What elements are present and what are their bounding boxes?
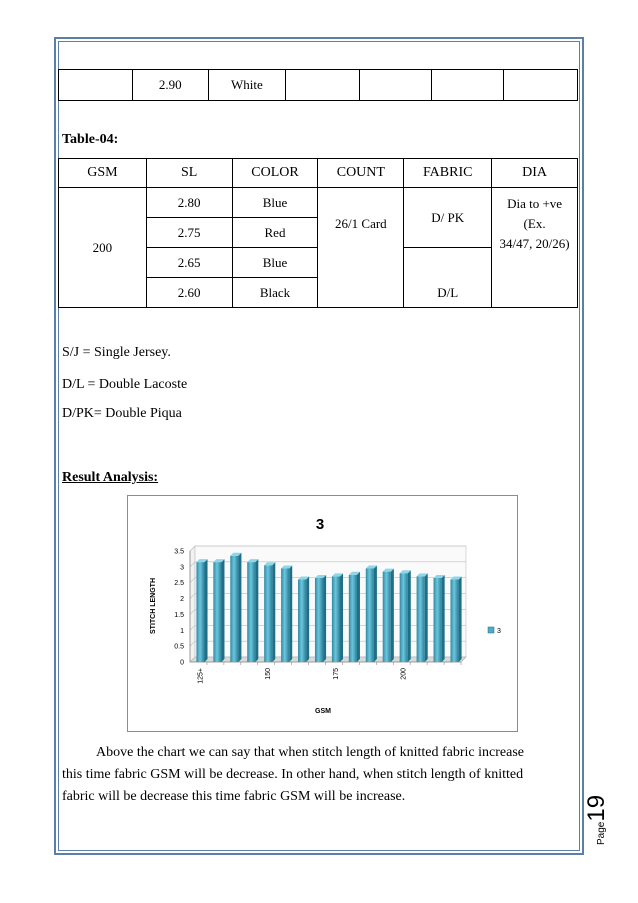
y-tick-label: 3 <box>180 564 184 572</box>
table-cell <box>359 70 431 101</box>
table-cell: 2.90 <box>132 70 208 101</box>
legend-label: 3 <box>497 628 501 635</box>
sl-cell: 2.75 <box>146 218 232 248</box>
sl-cell: 2.60 <box>146 278 232 308</box>
x-tick-label: 200 <box>400 668 408 680</box>
table-row <box>59 188 578 218</box>
header-count: COUNT <box>318 159 404 188</box>
fabric-cell: D/L <box>404 248 492 308</box>
bar-side <box>272 562 275 662</box>
bar-side <box>425 573 428 662</box>
bar <box>450 580 458 662</box>
bar-side <box>306 577 309 662</box>
bar-side <box>289 565 292 662</box>
bar-chart <box>128 496 517 731</box>
bar <box>315 578 323 662</box>
x-tick-label: 125+ <box>197 668 205 684</box>
chart-container <box>127 495 518 732</box>
bar <box>400 573 408 662</box>
legend-swatch <box>488 627 494 633</box>
bar-side <box>357 572 360 662</box>
bar <box>349 575 357 662</box>
color-cell: Blue <box>232 188 318 218</box>
sl-cell: 2.80 <box>146 188 232 218</box>
table-cell <box>504 70 578 101</box>
table-header-row <box>59 159 578 188</box>
bar-side <box>255 559 258 662</box>
plot-area <box>174 546 501 684</box>
y-tick-label: 3.5 <box>174 548 184 556</box>
page-label: Page <box>596 821 607 845</box>
bar <box>417 576 425 662</box>
y-axis-label: STITCH LENGTH <box>150 578 157 634</box>
abbreviation-line: D/L = Double Lacoste <box>62 377 188 392</box>
abbreviation-line: S/J = Single Jersey. <box>62 345 171 360</box>
bar-side <box>238 553 241 662</box>
fabric-cell: D/ PK <box>404 188 492 248</box>
abbreviation-line: D/PK= Double Piqua <box>62 406 182 421</box>
x-tick-label: 175 <box>332 668 340 680</box>
dia-line: 34/47, 20/26) <box>499 236 570 251</box>
color-cell: Black <box>232 278 318 308</box>
bar <box>264 565 272 662</box>
y-tick-label: 2.5 <box>174 580 184 588</box>
bar-side <box>374 565 377 662</box>
bar-side <box>459 577 462 662</box>
bar-side <box>205 559 208 662</box>
bar <box>213 562 221 662</box>
bar <box>230 556 238 662</box>
y-tick-label: 1 <box>180 627 184 635</box>
page-number-value: 19 <box>583 794 610 822</box>
header-color: COLOR <box>232 159 318 188</box>
bar <box>383 572 391 662</box>
bar-side <box>221 559 224 662</box>
bar <box>332 576 340 662</box>
table-04 <box>58 158 578 308</box>
x-axis-label: GSM <box>315 708 331 715</box>
sl-cell: 2.65 <box>146 248 232 278</box>
x-tick-label: 150 <box>265 668 273 680</box>
table-cell <box>59 70 133 101</box>
header-gsm: GSM <box>59 159 147 188</box>
dia-cell <box>492 188 578 308</box>
bar-side <box>340 573 343 662</box>
table-cell <box>432 70 504 101</box>
y-tick-label: 1.5 <box>174 611 184 619</box>
chart-title: 3 <box>315 516 325 533</box>
table-cell <box>286 70 360 101</box>
table-row <box>59 70 578 101</box>
paragraph-line: fabric will be decrease this time fabric GSM will be increase. <box>62 789 406 804</box>
count-cell: 26/1 Card <box>318 188 404 308</box>
table-title: Table-04: <box>62 132 119 147</box>
bar-side <box>323 575 326 662</box>
header-sl: SL <box>146 159 232 188</box>
header-dia: DIA <box>492 159 578 188</box>
bar-side <box>442 575 445 662</box>
bar <box>247 562 255 662</box>
color-cell: Red <box>232 218 318 248</box>
paragraph-line: this time fabric GSM will be decrease. In other hand, when stitch length of knitted <box>62 767 524 782</box>
y-tick-label: 2 <box>180 596 184 604</box>
bar <box>434 578 442 662</box>
conclusion-paragraph <box>62 742 582 808</box>
dia-line: Dia to +ve <box>507 196 563 211</box>
bar <box>366 568 374 662</box>
bar <box>196 562 204 662</box>
continuation-table <box>58 69 578 101</box>
result-heading: Result Analysis: <box>62 470 159 485</box>
bar-side <box>408 570 411 662</box>
dia-line: (Ex. <box>523 216 546 231</box>
table-cell: White <box>208 70 285 101</box>
header-fabric: FABRIC <box>404 159 492 188</box>
page-number <box>583 785 613 845</box>
paragraph-line: Above the chart we can say that when stitch length of knitted fabric increase <box>96 745 525 760</box>
color-cell: Blue <box>232 248 318 278</box>
bar <box>298 580 306 662</box>
bar-side <box>391 569 394 662</box>
gsm-cell: 200 <box>59 188 147 308</box>
side-wall <box>190 546 195 662</box>
y-tick-label: 0 <box>180 659 184 667</box>
y-tick-label: 0.5 <box>174 643 184 651</box>
bar <box>281 568 289 662</box>
